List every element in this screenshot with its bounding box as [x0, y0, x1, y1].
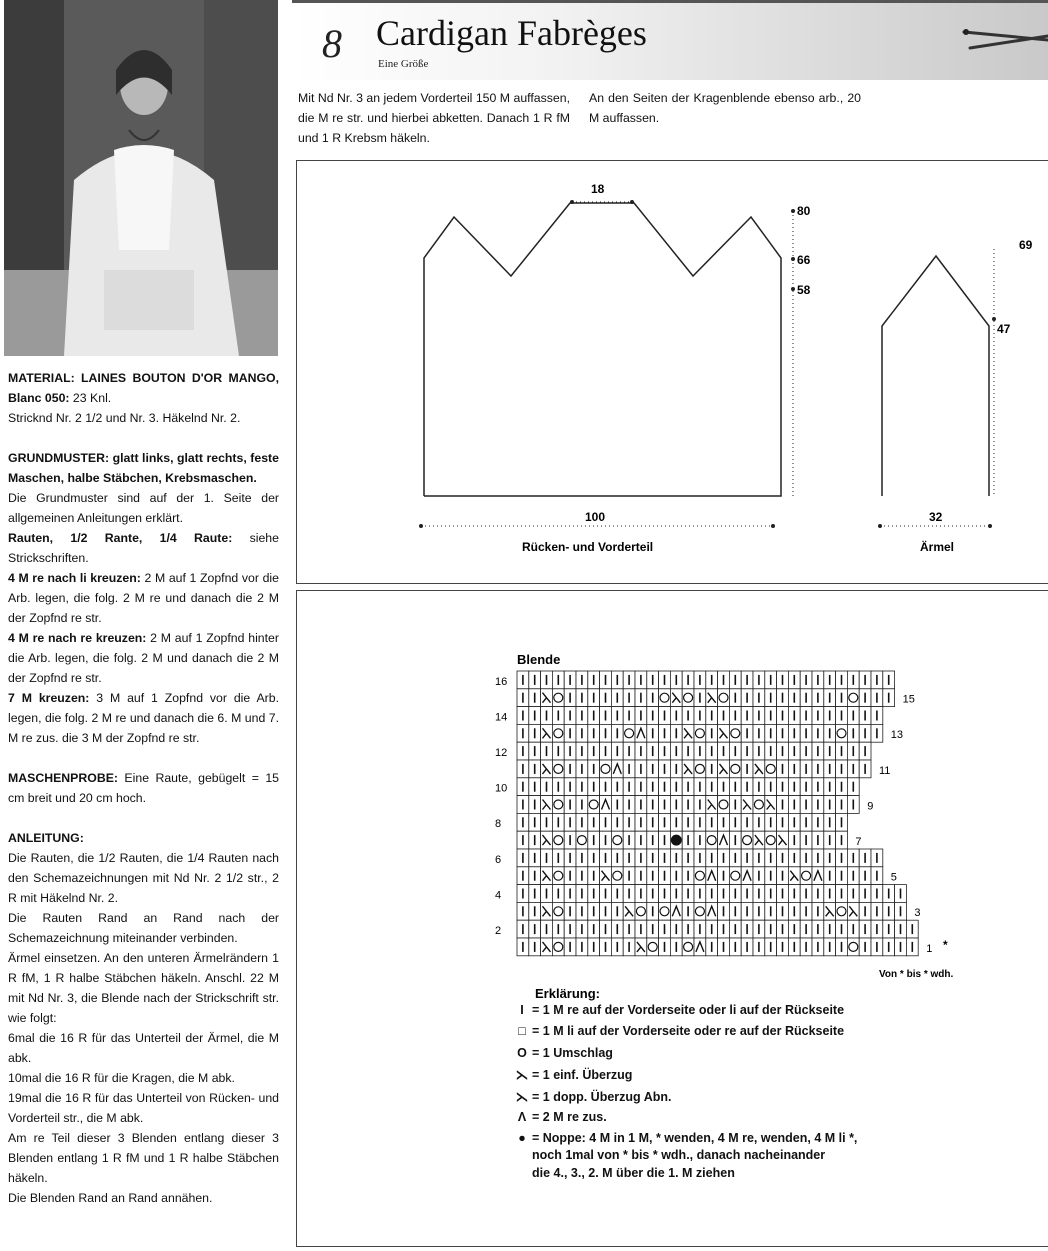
legend-text: = 1 dopp. Überzug Abn. — [532, 1090, 672, 1104]
model-photo — [4, 0, 278, 356]
legend-item — [512, 1003, 844, 1017]
row-label-right: 5 — [890, 871, 897, 884]
legend-text: = 1 M re auf der Vorderseite oder li auf der Rückseite — [532, 1003, 845, 1017]
instructions-middle-col2: An den Seiten der Kragenblende ebenso arb., 20 M auffassen. — [589, 91, 861, 125]
dim-32-label: 32 — [929, 510, 943, 524]
kreuz2-text: 2 M auf 1 Zopfnd hinter die Arb. legen, die folg. 2 M und danach die 2 M der Zopfnd re str. — [8, 631, 279, 685]
anleitung-p1: Die Rauten, die 1/2 Rauten, die 1/4 Rauten nach den Schemazeichnungen mit Nd Nr. 2 1/2 str., 2 R mit Häkelnd Nr. 2. — [8, 851, 279, 905]
header-rule — [292, 0, 1048, 3]
pattern-number: 8 — [322, 21, 342, 66]
probe-text: Eine Raute, gebügelt = 15 cm breit und 20 cm hoch. — [8, 771, 279, 805]
legend-item — [512, 1067, 632, 1082]
schema-diagram — [297, 161, 1048, 583]
legend-symbol: I — [520, 1003, 524, 1017]
anleitung-p2: Die Rauten Rand an Rand nach der Schemazeichnung miteinander verbinden. — [8, 911, 279, 945]
anleitung-p4: 6mal die 16 R für das Unterteil der Ärmel, die M abk. — [8, 1031, 279, 1065]
sleeve-caption: Ärmel — [920, 540, 955, 554]
anleitung-p5: 10mal die 16 R für die Kragen, die M abk. — [8, 1071, 235, 1085]
row-label-right: 9 — [867, 800, 874, 813]
legend-item — [512, 1131, 857, 1145]
model-photo-illustration — [4, 0, 278, 356]
page-subtitle: Eine Größe — [378, 58, 429, 70]
anleitung-label: ANLEITUNG: — [8, 831, 84, 845]
row-label-right: 13 — [890, 729, 904, 742]
dim-69-label: 69 — [1019, 238, 1033, 252]
material-label: MATERIAL: LAINES BOUTON D'OR MANGO, Blanc 050: — [8, 371, 279, 405]
legend-item — [512, 1024, 844, 1038]
instructions-middle-col1: Mit Nd Nr. 3 an jedem Vorderteil 150 M auffassen, die M re str. und hierbei abketten. Danach 1 R fM und 1 R Krebsm häkeln. — [298, 91, 570, 145]
row-label-left: 12 — [495, 747, 508, 759]
row-label-left: 14 — [495, 711, 508, 724]
kreuz1-text: 2 M auf 1 Zopfnd vor die Arb. legen, die folg. 2 M re und danach die 2 M der Zopfnd re str. — [8, 571, 279, 625]
body-outline — [424, 203, 781, 496]
legend-text: = 2 M re zus. — [532, 1110, 607, 1124]
grundmuster-label: GRUNDMUSTER: glatt links, glatt rechts, feste Maschen, halbe Stäbchen, Krebsmaschen. — [8, 451, 279, 485]
body-caption: Rücken- und Vorderteil — [522, 540, 654, 554]
dim-80-label: 80 — [797, 204, 811, 218]
dim-18-label: 18 — [591, 182, 605, 196]
legend-symbol: ⋋ — [515, 1068, 529, 1082]
row-label-right: 1 — [926, 942, 933, 955]
row-label-left: 6 — [495, 853, 502, 866]
anleitung-p8: Die Blenden Rand an Rand annähen. — [8, 1191, 213, 1205]
sleeve-outline — [882, 256, 989, 496]
legend-text: noch 1mal von * bis * wdh., danach nacheinander — [532, 1148, 826, 1162]
legend-symbol: O — [517, 1046, 527, 1060]
legend-text: = 1 Umschlag — [532, 1046, 613, 1060]
legend-symbol: ● — [518, 1131, 526, 1145]
schema-diagram-box — [296, 160, 1048, 584]
kreuz2-label: 4 M re nach re kreuzen: — [8, 631, 147, 645]
legend-symbol: ⋋ — [515, 1090, 529, 1104]
legend-text: = Noppe: 4 M in 1 M, * wenden, 4 M re, wenden, 4 M li *, — [532, 1131, 858, 1145]
row-label-left: 16 — [495, 675, 508, 688]
material-tools: Stricknd Nr. 2 1/2 und Nr. 3. Häkelnd Nr. 2. — [8, 411, 241, 425]
legend-item — [512, 1166, 735, 1180]
anleitung-p6: 19mal die 16 R für das Unterteil von Rücken- und Vorderteil str., die M abk. — [8, 1091, 279, 1125]
kreuz3-label: 7 M kreuzen: — [8, 691, 90, 705]
legend-item — [512, 1110, 607, 1124]
repeat-star: * — [943, 938, 948, 952]
row-label-left: 10 — [495, 782, 508, 795]
row-label-right: 3 — [914, 907, 921, 920]
dim-66-label: 66 — [797, 253, 811, 267]
grundmuster-text: Die Grundmuster sind auf der 1. Seite der allgemeinen Anleitungen erklärt. — [8, 491, 279, 525]
legend-symbol: Λ — [517, 1110, 527, 1124]
legend-item — [512, 1148, 825, 1162]
anleitung-p3: Ärmel einsetzen. An den unteren Ärmelrändern 1 R fM, 1 R halbe Stäbchen häkeln. Anschl. 22 M mit Nd Nr. 3, die Blende nach der Strickschrift str. wie folgt: — [8, 951, 279, 1025]
chart-title: Blende — [517, 652, 561, 667]
rauten-label: Rauten, 1/2 Rante, 1/4 Raute: — [8, 531, 233, 545]
legend-text: = 1 M li auf der Vorderseite oder re auf der Rückseite — [532, 1024, 845, 1038]
row-label-left: 2 — [495, 925, 502, 937]
row-label-right: 11 — [879, 764, 891, 777]
row-label-right: 7 — [855, 836, 862, 848]
legend-item — [512, 1046, 613, 1060]
knitting-needles-icon — [960, 18, 1048, 58]
dim-58-label: 58 — [797, 283, 811, 297]
page-title: Cardigan Fabrèges — [376, 13, 647, 53]
legend-text: die 4., 3., 2. M über die 1. M ziehen — [532, 1166, 735, 1180]
instructions-left-column — [8, 368, 279, 1208]
legend-item — [512, 1089, 671, 1104]
kreuz1-label: 4 M re nach li kreuzen: — [8, 571, 141, 585]
legend-title: Erklärung: — [535, 986, 601, 1001]
legend-text: = 1 einf. Überzug — [532, 1068, 633, 1082]
chart-grid — [517, 671, 921, 956]
anleitung-p7: Am re Teil dieser 3 Blenden entlang dieser 3 Blenden entlang 1 R fM und 1 R halbe Stäbchen häkeln. — [8, 1131, 279, 1185]
bobble-mark — [671, 835, 682, 846]
row-label-left: 8 — [495, 818, 502, 831]
kreuz3-text: 3 M auf 1 Zopfnd vor die Arb. legen, die folg. 2 M re und danach die 6. M und 7. M re zus. die 3 M der Zopfnd re str. — [8, 691, 280, 745]
probe-label: MASCHENPROBE: — [8, 771, 118, 785]
dim-100-label: 100 — [585, 510, 606, 524]
repeat-note: Von * bis * wdh. — [879, 969, 954, 980]
rauten-text: siehe Strickschriften. — [8, 531, 279, 565]
dim-47-label: 47 — [997, 322, 1011, 336]
legend-symbol: □ — [518, 1024, 526, 1038]
material-amount: 23 Knl. — [69, 391, 112, 405]
row-label-left: 4 — [495, 889, 502, 902]
row-label-right: 15 — [902, 693, 915, 706]
